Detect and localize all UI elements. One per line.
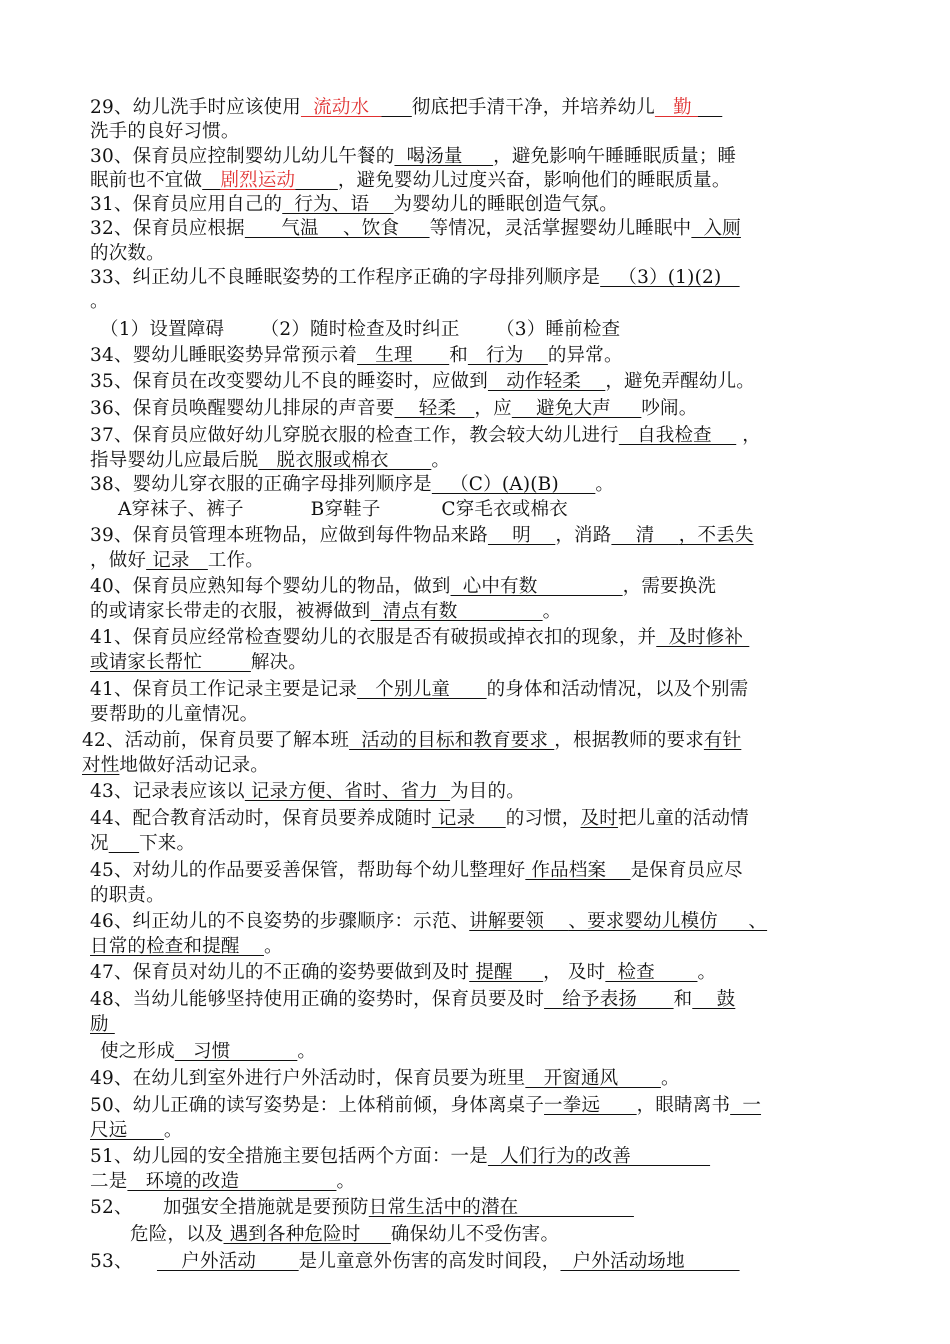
text-line (0, 703, 950, 727)
text-line (0, 1013, 950, 1037)
question-text: ，做好 (90, 549, 147, 571)
question-text: 。 (660, 1067, 680, 1089)
text-line (0, 242, 950, 266)
question-text: 的异常。 (547, 344, 623, 366)
question-text: 为目的。 (450, 781, 525, 803)
question-text: 指导婴幼儿应最后脱 (90, 449, 259, 471)
question-text: ， 及时 (543, 962, 606, 984)
answer-blank: 开窗通风 (525, 1067, 661, 1089)
answer-blank: 清点有数 (370, 601, 543, 623)
question-text: 。 (697, 962, 717, 984)
answer-blank: 、要求婴幼儿模仿 、 (568, 910, 768, 932)
text-line (0, 1065, 950, 1092)
question-text: 地做好活动记录。 (119, 755, 270, 777)
question-text: 和 (673, 989, 693, 1011)
question-text: 。 (431, 449, 451, 471)
text-line (0, 1038, 950, 1065)
text-line (0, 522, 950, 549)
text-line (0, 193, 950, 217)
text-line (0, 778, 950, 805)
answer-blank: 个别儿童 (357, 678, 487, 700)
question-text: 况 (90, 833, 109, 855)
question-text: 48、当幼儿能够坚持使用正确的姿势时，保育员要及时 (90, 989, 545, 1011)
text-line (0, 290, 950, 314)
question-text: 39、保育员管理本班物品，应做到每件物品来路 (90, 524, 488, 546)
answer-blank: 气温 、饮食 (244, 218, 430, 240)
question-text: 30、保育员应控制婴幼儿幼儿午餐的 (90, 145, 395, 167)
answer-blank: 脱衣服或棉衣 (258, 449, 432, 471)
question-text: ，消路 (555, 524, 612, 546)
question-text: 是保育员应尽 (630, 859, 743, 881)
question-text: 为婴幼儿的睡眠创造气氛。 (393, 194, 618, 216)
question-text: 危险，以及 (130, 1224, 224, 1246)
text-line (0, 217, 950, 241)
answer-blank: 勤 (654, 97, 698, 118)
question-text: 。 (542, 601, 562, 623)
text-line (0, 1143, 950, 1170)
question-text: 把儿童的活动情 (617, 808, 749, 830)
answer-blank: 户外活动 (156, 1251, 299, 1273)
text-line (0, 1170, 950, 1194)
text-line (0, 959, 950, 986)
question-text: 的职责。 (90, 884, 165, 906)
answer-blank: 避免大声 (511, 397, 642, 419)
answer-blank (295, 170, 338, 191)
question-text: 和 (449, 344, 468, 366)
answer-blank: 一拳远 (544, 1094, 637, 1116)
question-text: 确保幼儿不受伤害。 (390, 1224, 560, 1246)
answer-blank: 鼓 (692, 989, 736, 1011)
text-line (0, 573, 950, 600)
question-text: 。 (336, 1170, 356, 1192)
text-line (0, 120, 950, 144)
answer-blank: 习惯 (174, 1040, 298, 1062)
question-text: 的身体和活动情况，以及个别需 (486, 678, 749, 700)
answer-blank: 作品档案 (525, 859, 631, 881)
question-text: ，避免弄醒幼儿。 (605, 370, 755, 392)
question-text: 40、保育员应熟知每个婴幼儿的物品，做到 (90, 576, 451, 598)
answer-blank: 户外活动场地 (560, 1251, 740, 1273)
text-line (0, 549, 950, 573)
text-line (0, 676, 950, 703)
question-text: 洗手的良好习惯。 (90, 121, 240, 143)
answer-blank: 人们行为的改善 (487, 1145, 711, 1167)
question-text: ，应 (474, 397, 512, 419)
answer-blank: 及时修补 (656, 627, 750, 649)
question-text: 的次数。 (90, 242, 165, 264)
question-text: 眠前也不宜做 (90, 169, 203, 191)
question-text: 要帮助的儿童情况。 (90, 703, 259, 725)
question-text: ， (736, 424, 761, 446)
question-text: 46、纠正幼儿的不良姿势的步骤顺序：示范、 (90, 910, 470, 932)
answer-blank: 记录方便、省时、省力 (244, 781, 451, 803)
text-line (0, 266, 950, 290)
answer-blank: 讲解要领 (469, 910, 569, 932)
answer-blank: 或请家长帮忙 (90, 652, 251, 674)
answer-blank: 遇到各种危险时 (223, 1224, 391, 1246)
text-line (0, 1119, 950, 1143)
answer-blank: 行为 (467, 344, 548, 366)
answer-blank: 环境的改造 (127, 1170, 337, 1192)
question-text: ，需要换洗 (622, 576, 717, 598)
answer-blank: 剧烈运动 (220, 169, 296, 191)
question-text: 44、配合教育活动时，保育员要养成随时 (90, 808, 432, 830)
text-line (0, 805, 950, 832)
answer-blank: 自我检查 (618, 424, 737, 446)
text-line (0, 1092, 950, 1119)
answer-blank: 日常的检查和提醒 (90, 935, 264, 957)
text-line (0, 169, 950, 193)
question-text: 38、婴幼儿穿衣服的正确字母排列顺序是 (90, 474, 432, 496)
question-text: 。 (90, 291, 109, 313)
text-line (0, 368, 950, 395)
question-text: 。 (297, 1040, 317, 1062)
question-text: 45、对幼儿的作品要妥善保管，帮助每个幼儿整理好 (90, 859, 526, 881)
question-text: 下来。 (139, 833, 196, 855)
question-text: 34、婴幼儿睡眠姿势异常预示着 (90, 344, 358, 366)
answer-blank: 轻柔 (394, 397, 475, 419)
text-line (0, 986, 950, 1013)
text-line (0, 908, 950, 935)
answer-blank: 流动水 (300, 97, 382, 118)
text-line (0, 473, 950, 497)
answer-blank: 提醒 (469, 962, 544, 984)
answer-blank: 日常生活中的潜在 (368, 1197, 634, 1219)
answer-blank (109, 833, 139, 854)
question-text: 使之形成 (100, 1040, 175, 1062)
question-text: 33、纠正幼儿不良睡眠姿势的工作程序正确的字母排列顺序是 (90, 267, 601, 289)
text-line (0, 449, 950, 473)
question-text: 49、在幼儿到室外进行户外活动时，保育员要为班里 (90, 1067, 526, 1089)
question-text: ，避免影响午睡睡眠质量；睡 (493, 145, 737, 167)
answer-blank: 励 (90, 1014, 115, 1036)
answer-blank: 记录 (431, 808, 506, 830)
answer-blank: 入厕 (691, 218, 741, 240)
text-line (0, 422, 950, 449)
question-text: 36、保育员唤醒婴幼儿排尿的声音要 (90, 397, 395, 419)
question-text: 。 (595, 474, 615, 496)
text-line (0, 727, 950, 754)
question-text: 的习惯， (505, 808, 581, 830)
text-line (0, 315, 950, 344)
answer-blank: 清 (611, 524, 679, 546)
question-text: 31、保育员应用自己的 (90, 194, 283, 216)
answer-blank (202, 170, 220, 191)
document-body (0, 96, 950, 1275)
text-line (0, 145, 950, 169)
question-text: 解决。 (250, 652, 307, 674)
text-line (0, 344, 950, 368)
text-line (0, 1194, 950, 1221)
answer-blank: 尺远 (90, 1119, 164, 1141)
question-text: 二是 (90, 1170, 128, 1192)
question-text: 37、保育员应做好幼儿穿脱衣服的检查工作，教会较大幼儿进行 (90, 424, 619, 446)
answer-blank: 明 (487, 524, 556, 546)
question-text: 41、保育员工作记录主要是记录 (90, 678, 358, 700)
answer-blank: （C）(A)(B) (431, 474, 596, 496)
answer-blank: 对性 (82, 755, 120, 777)
text-line (0, 935, 950, 959)
question-text: 47、保育员对幼儿的不正确的姿势要做到及时 (90, 962, 470, 984)
answer-blank: 给予表扬 (544, 989, 674, 1011)
text-line (0, 624, 950, 651)
answer-blank: （3）(1)(2) (600, 267, 740, 289)
answer-blank: 行为、语 (282, 194, 394, 216)
answer-blank: 心中有数 (450, 576, 623, 598)
text-line (0, 395, 950, 422)
question-text: 的或请家长带走的衣服，被褥做到 (90, 601, 371, 623)
question-text: 等情况，灵活掌握婴幼儿睡眠中 (429, 218, 692, 240)
question-text: A穿袜子、裤子 B穿鞋子 C穿毛衣或棉衣 (118, 498, 568, 520)
question-text: 51、幼儿园的安全措施主要包括两个方面：一是 (90, 1145, 488, 1167)
text-line (0, 498, 950, 522)
question-text: 。 (163, 1119, 183, 1141)
text-line (0, 651, 950, 675)
answer-blank: 有针 (703, 730, 742, 752)
text-line (0, 1248, 950, 1275)
answer-blank: 一 (730, 1094, 762, 1116)
text-line (0, 857, 950, 884)
question-text: ，避免婴幼儿过度兴奋，影响他们的睡眠质量。 (337, 169, 731, 191)
question-text: 。 (263, 935, 283, 957)
text-line (0, 600, 950, 624)
answer-blank: 记录 (146, 549, 208, 571)
text-line (0, 884, 950, 908)
question-text: 吵闹。 (641, 397, 698, 419)
question-text: 工作。 (207, 549, 264, 571)
question-text: 彻底把手清干净，并培养幼儿 (411, 97, 655, 118)
question-text: （1）设置障碍 （2）随时检查及时纠正 （3）睡前检查 (100, 318, 621, 340)
question-text: 32、保育员应根据 (90, 218, 245, 240)
answer-blank: ，不丢失 (678, 524, 754, 546)
question-text: 29、幼儿洗手时应该使用 (90, 97, 301, 118)
text-line (0, 754, 950, 778)
answer-blank: 喝汤量 (394, 145, 494, 167)
answer-blank: 生理 (357, 344, 450, 366)
answer-blank: 检查 (605, 962, 698, 984)
answer-blank (698, 97, 722, 118)
text-line (0, 832, 950, 856)
question-text: 是儿童意外伤害的高发时间段， (298, 1251, 561, 1273)
question-text: 52、 加强安全措施就是要预防 (90, 1197, 369, 1219)
answer-blank (381, 97, 411, 118)
text-line (0, 1221, 950, 1248)
question-text: ，根据教师的要求 (554, 730, 704, 752)
question-text: 35、保育员在改变婴幼儿不良的睡姿时，应做到 (90, 370, 488, 392)
question-text: 43、记录表应该以 (90, 781, 245, 803)
answer-blank: 及时 (580, 808, 618, 830)
question-text: 53、 (90, 1251, 157, 1273)
question-text: 50、幼儿正确的读写姿势是：上体稍前倾，身体离桌子 (90, 1094, 545, 1116)
question-text: ，眼睛离书 (636, 1094, 731, 1116)
question-text: 42、活动前，保育员要了解本班 (82, 730, 350, 752)
answer-blank: 动作轻柔 (487, 370, 606, 392)
answer-blank: 活动的目标和教育要求 (349, 730, 555, 752)
question-text: 41、保育员应经常检查婴幼儿的衣服是否有破损或掉衣扣的现象，并 (90, 627, 657, 649)
text-line (0, 96, 950, 120)
